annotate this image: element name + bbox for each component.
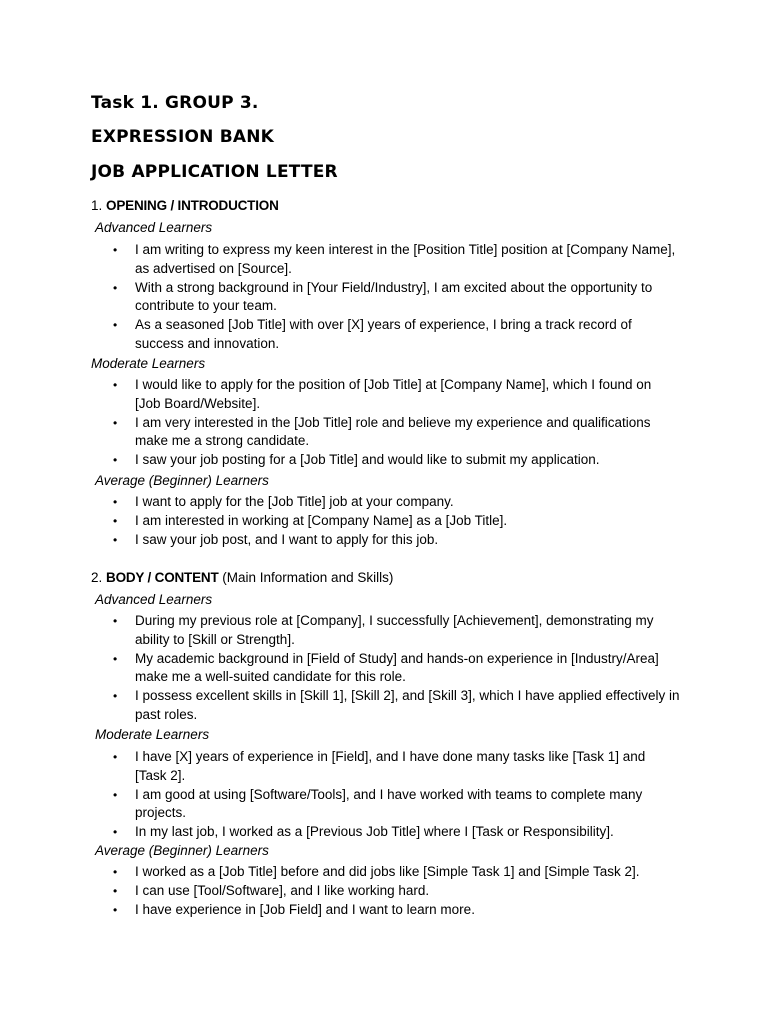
expression-text: I can use [Tool/Software], and I like working hard. [135, 883, 430, 899]
expression-list [0, 863, 768, 920]
section-title [91, 197, 279, 215]
list-item [0, 748, 768, 785]
bullet-icon: • [113, 280, 118, 295]
level-label: Average (Beginner) Learners [95, 473, 269, 488]
bullet-icon: • [113, 453, 118, 468]
list-item [0, 882, 768, 901]
list-item [0, 650, 768, 687]
list-item [0, 823, 768, 842]
expression-text: In my last job, I worked as a [Previous Job Title] where I [Task or Responsibility]. [135, 824, 614, 840]
bullet-icon: • [113, 750, 118, 764]
expression-text: I have experience in [Job Field] and I want to learn more. [135, 902, 475, 918]
section-title [91, 569, 393, 587]
expression-text: My academic background in [Field of Study] and hands-on experience in [Industry/Area] make me a well-suited candidate for this role. [135, 650, 659, 685]
section-number: 1. [91, 198, 103, 213]
expression-text: I am very interested in the [Job Title] role and believe my experience and qualifications make me a strong candidate. [135, 414, 651, 449]
bullet-icon: • [113, 865, 118, 879]
bullet-icon: • [113, 884, 118, 899]
expression-text: I am good at using [Software/Tools], and I have worked with teams to complete many projects. [135, 786, 643, 821]
expression-text: I want to apply for the [Job Title] job at your company. [135, 494, 454, 509]
expression-bank-heading: EXPRESSION BANK [91, 127, 275, 147]
expression-text: With a strong background in [Your Field/Industry], I am excited about the opportunity to contribute to your team. [135, 279, 653, 314]
list-item [0, 612, 768, 649]
expression-text: I saw your job post, and I want to apply for this job. [135, 532, 439, 548]
level-label: Average (Beginner) Learners [95, 843, 269, 858]
bullet-icon: • [113, 514, 118, 529]
expression-list [0, 241, 768, 354]
level-label: Moderate Learners [91, 356, 206, 371]
bullet-icon: • [113, 787, 118, 802]
expression-text: I have [X] years of experience in [Field], and I have done many tasks like [Task 1] and [Task 2]. [135, 749, 646, 783]
job-letter-heading: JOB APPLICATION LETTER [91, 162, 338, 182]
bullet-icon: • [113, 533, 118, 548]
expression-text: I am writing to express my keen interest in the [Position Title] position at [Company Name], as advertised on [Source]. [135, 242, 676, 276]
expression-text: As a seasoned [Job Title] with over [X] years of experience, I bring a track record of success and innovation. [135, 317, 632, 351]
list-item [0, 512, 768, 531]
expression-text: I possess excellent skills in [Skill 1], [Skill 2], and [Skill 3], which I have applied effectively in past roles. [135, 688, 680, 722]
list-item [0, 451, 768, 470]
list-item [0, 786, 768, 823]
bullet-icon: • [113, 318, 118, 333]
list-item [0, 241, 768, 278]
level-label: Advanced Learners [95, 220, 213, 235]
level-label: Advanced Learners [95, 592, 213, 607]
bullet-icon: • [113, 243, 118, 257]
expression-text: I am interested in working at [Company Name] as a [Job Title]. [135, 513, 508, 529]
expression-list [0, 376, 768, 470]
list-item [0, 687, 768, 724]
section-label: OPENING / INTRODUCTION [106, 198, 279, 213]
list-item [0, 863, 768, 882]
section-number: 2. [91, 570, 103, 585]
list-item [0, 493, 768, 512]
section-label: BODY / CONTENT [106, 570, 219, 585]
bullet-icon: • [113, 378, 118, 392]
section-subtitle: (Main Information and Skills) [222, 570, 394, 585]
bullet-icon: • [113, 825, 118, 840]
expression-list [0, 612, 768, 725]
bullet-icon: • [113, 495, 118, 509]
list-item [0, 901, 768, 920]
list-item [0, 279, 768, 316]
expression-text: During my previous role at [Company], I successfully [Achievement], demonstrating my ability to [Skill or Strength]. [135, 613, 654, 647]
bullet-icon: • [113, 651, 118, 666]
bullet-icon: • [113, 689, 118, 704]
expression-list [0, 748, 768, 842]
list-item [0, 376, 768, 413]
bullet-icon: • [113, 903, 118, 918]
bullet-icon: • [113, 415, 118, 430]
expression-list [0, 493, 768, 550]
level-label: Moderate Learners [95, 727, 210, 742]
expression-text: I saw your job posting for a [Job Title] and would like to submit my application. [135, 452, 600, 468]
task-heading: Task 1. GROUP 3. [91, 93, 259, 113]
list-item [0, 316, 768, 353]
bullet-icon: • [113, 614, 118, 628]
list-item [0, 414, 768, 451]
list-item [0, 531, 768, 550]
expression-text: I worked as a [Job Title] before and did jobs like [Simple Task 1] and [Simple Task 2]. [135, 864, 640, 879]
expression-text: I would like to apply for the position of [Job Title] at [Company Name], which I found on [Job Board/Website]. [135, 377, 652, 411]
